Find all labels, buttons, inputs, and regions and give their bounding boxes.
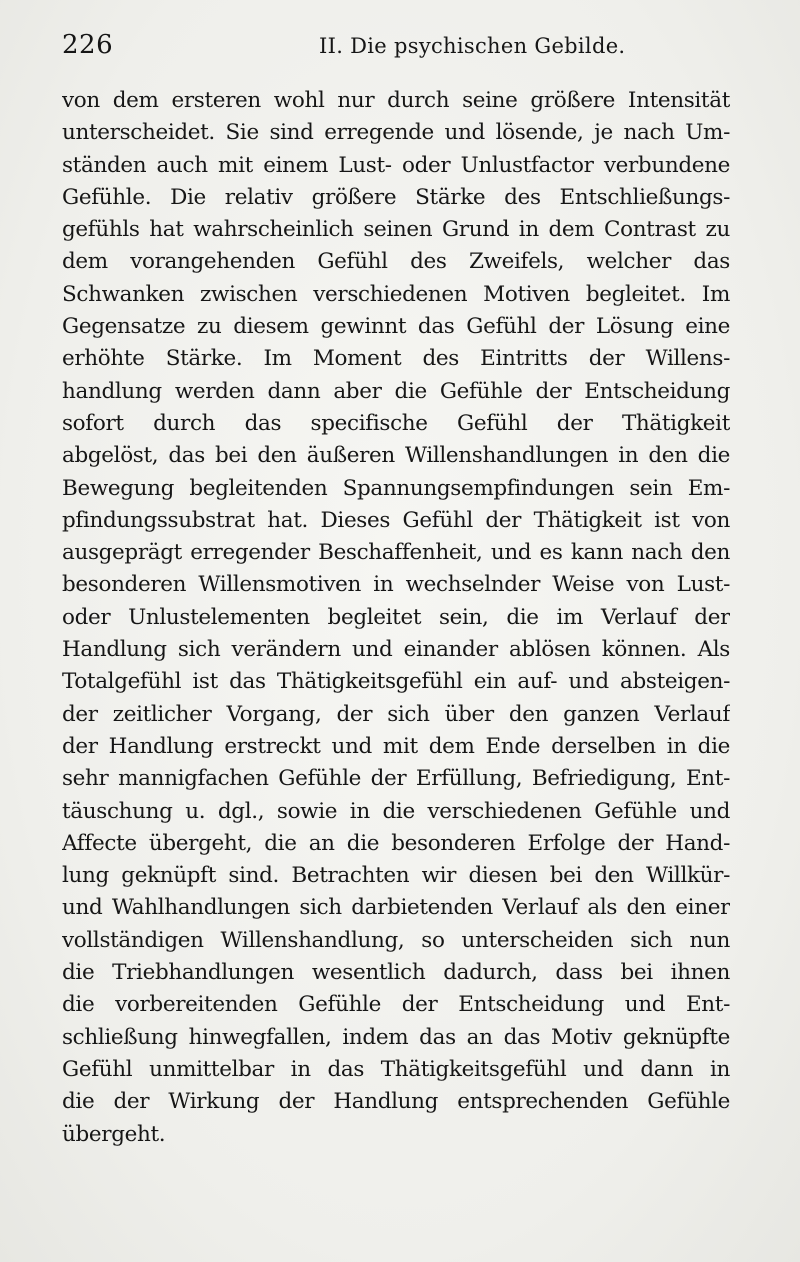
text-line: Handlung sich verändern und einander ablösen können. Als bbox=[62, 637, 730, 663]
text-line: dem vorangehenden Gefühl des Zweifels, welcher das bbox=[62, 249, 730, 275]
text-line: ständen auch mit einem Lust- oder Unlustfactor verbundene bbox=[62, 152, 730, 178]
text-line: abgelöst, das bei den äußeren Willenshandlungen in den die bbox=[62, 443, 730, 469]
text-line: sehr mannigfachen Gefühle der Erfüllung, Befriedigung, Ent- bbox=[62, 766, 730, 792]
running-head bbox=[62, 30, 730, 64]
running-title: II. Die psychischen Gebilde. bbox=[319, 34, 626, 58]
page-number: 226 bbox=[62, 30, 114, 60]
text-line: handlung werden dann aber die Gefühle der Entscheidung bbox=[62, 378, 730, 404]
text-line: die der Wirkung der Handlung entsprechenden Gefühle bbox=[62, 1089, 730, 1115]
text-line: Totalgefühl ist das Thätigkeitsgefühl ein auf- und absteigen- bbox=[62, 669, 730, 695]
text-line: Gegensatze zu diesem gewinnt das Gefühl der Lösung eine bbox=[62, 314, 730, 340]
text-line: Gefühl unmittelbar in das Thätigkeitsgefühl und dann in bbox=[62, 1056, 730, 1082]
text-line: und Wahlhandlungen sich darbietenden Verlauf als den einer bbox=[62, 895, 730, 921]
text-line: besonderen Willensmotiven in wechselnder Weise von Lust- bbox=[62, 572, 730, 598]
text-line: die vorbereitenden Gefühle der Entscheidung und Ent- bbox=[62, 992, 730, 1018]
body-text bbox=[62, 85, 730, 1151]
text-line: gefühls hat wahrscheinlich seinen Grund in dem Contrast zu bbox=[62, 217, 730, 243]
text-line: der Handlung erstreckt und mit dem Ende derselben in die bbox=[62, 733, 730, 759]
text-line: pfindungssubstrat hat. Dieses Gefühl der Thätigkeit ist von bbox=[62, 507, 730, 533]
text-line: oder Unlustelementen begleitet sein, die im Verlauf der bbox=[62, 604, 730, 630]
text-line: der zeitlicher Vorgang, der sich über den ganzen Verlauf bbox=[62, 701, 730, 727]
text-line: täuschung u. dgl., sowie in die verschiedenen Gefühle und bbox=[62, 798, 730, 824]
text-line: ausgeprägt erregender Beschaffenheit, und es kann nach den bbox=[62, 540, 730, 566]
text-line: von dem ersteren wohl nur durch seine größere Intensität bbox=[62, 88, 730, 113]
text-line: sofort durch das specifische Gefühl der Thätigkeit bbox=[62, 410, 730, 436]
text-line: erhöhte Stärke. Im Moment des Eintritts der Willens- bbox=[62, 346, 730, 372]
text-line: die Triebhandlungen wesentlich dadurch, dass bei ihnen bbox=[62, 960, 730, 986]
text-line: unterscheidet. Sie sind erregende und lösende, je nach Um- bbox=[62, 120, 730, 146]
text-line: übergeht. bbox=[62, 1121, 166, 1147]
text-line: Bewegung begleitenden Spannungsempfindungen sein Em- bbox=[62, 475, 730, 501]
text-line: lung geknüpft sind. Betrachten wir diesen bei den Willkür- bbox=[62, 863, 730, 889]
text-line: schließung hinwegfallen, indem das an das Motiv geknüpfte bbox=[62, 1024, 730, 1050]
text-line: Affecte übergeht, die an die besonderen Erfolge der Hand- bbox=[62, 830, 730, 856]
text-line: Gefühle. Die relativ größere Stärke des Entschließungs- bbox=[62, 184, 730, 210]
text-line: Schwanken zwischen verschiedenen Motiven begleitet. Im bbox=[62, 281, 730, 307]
text-line: vollständigen Willenshandlung, so unterscheiden sich nun bbox=[62, 927, 730, 953]
